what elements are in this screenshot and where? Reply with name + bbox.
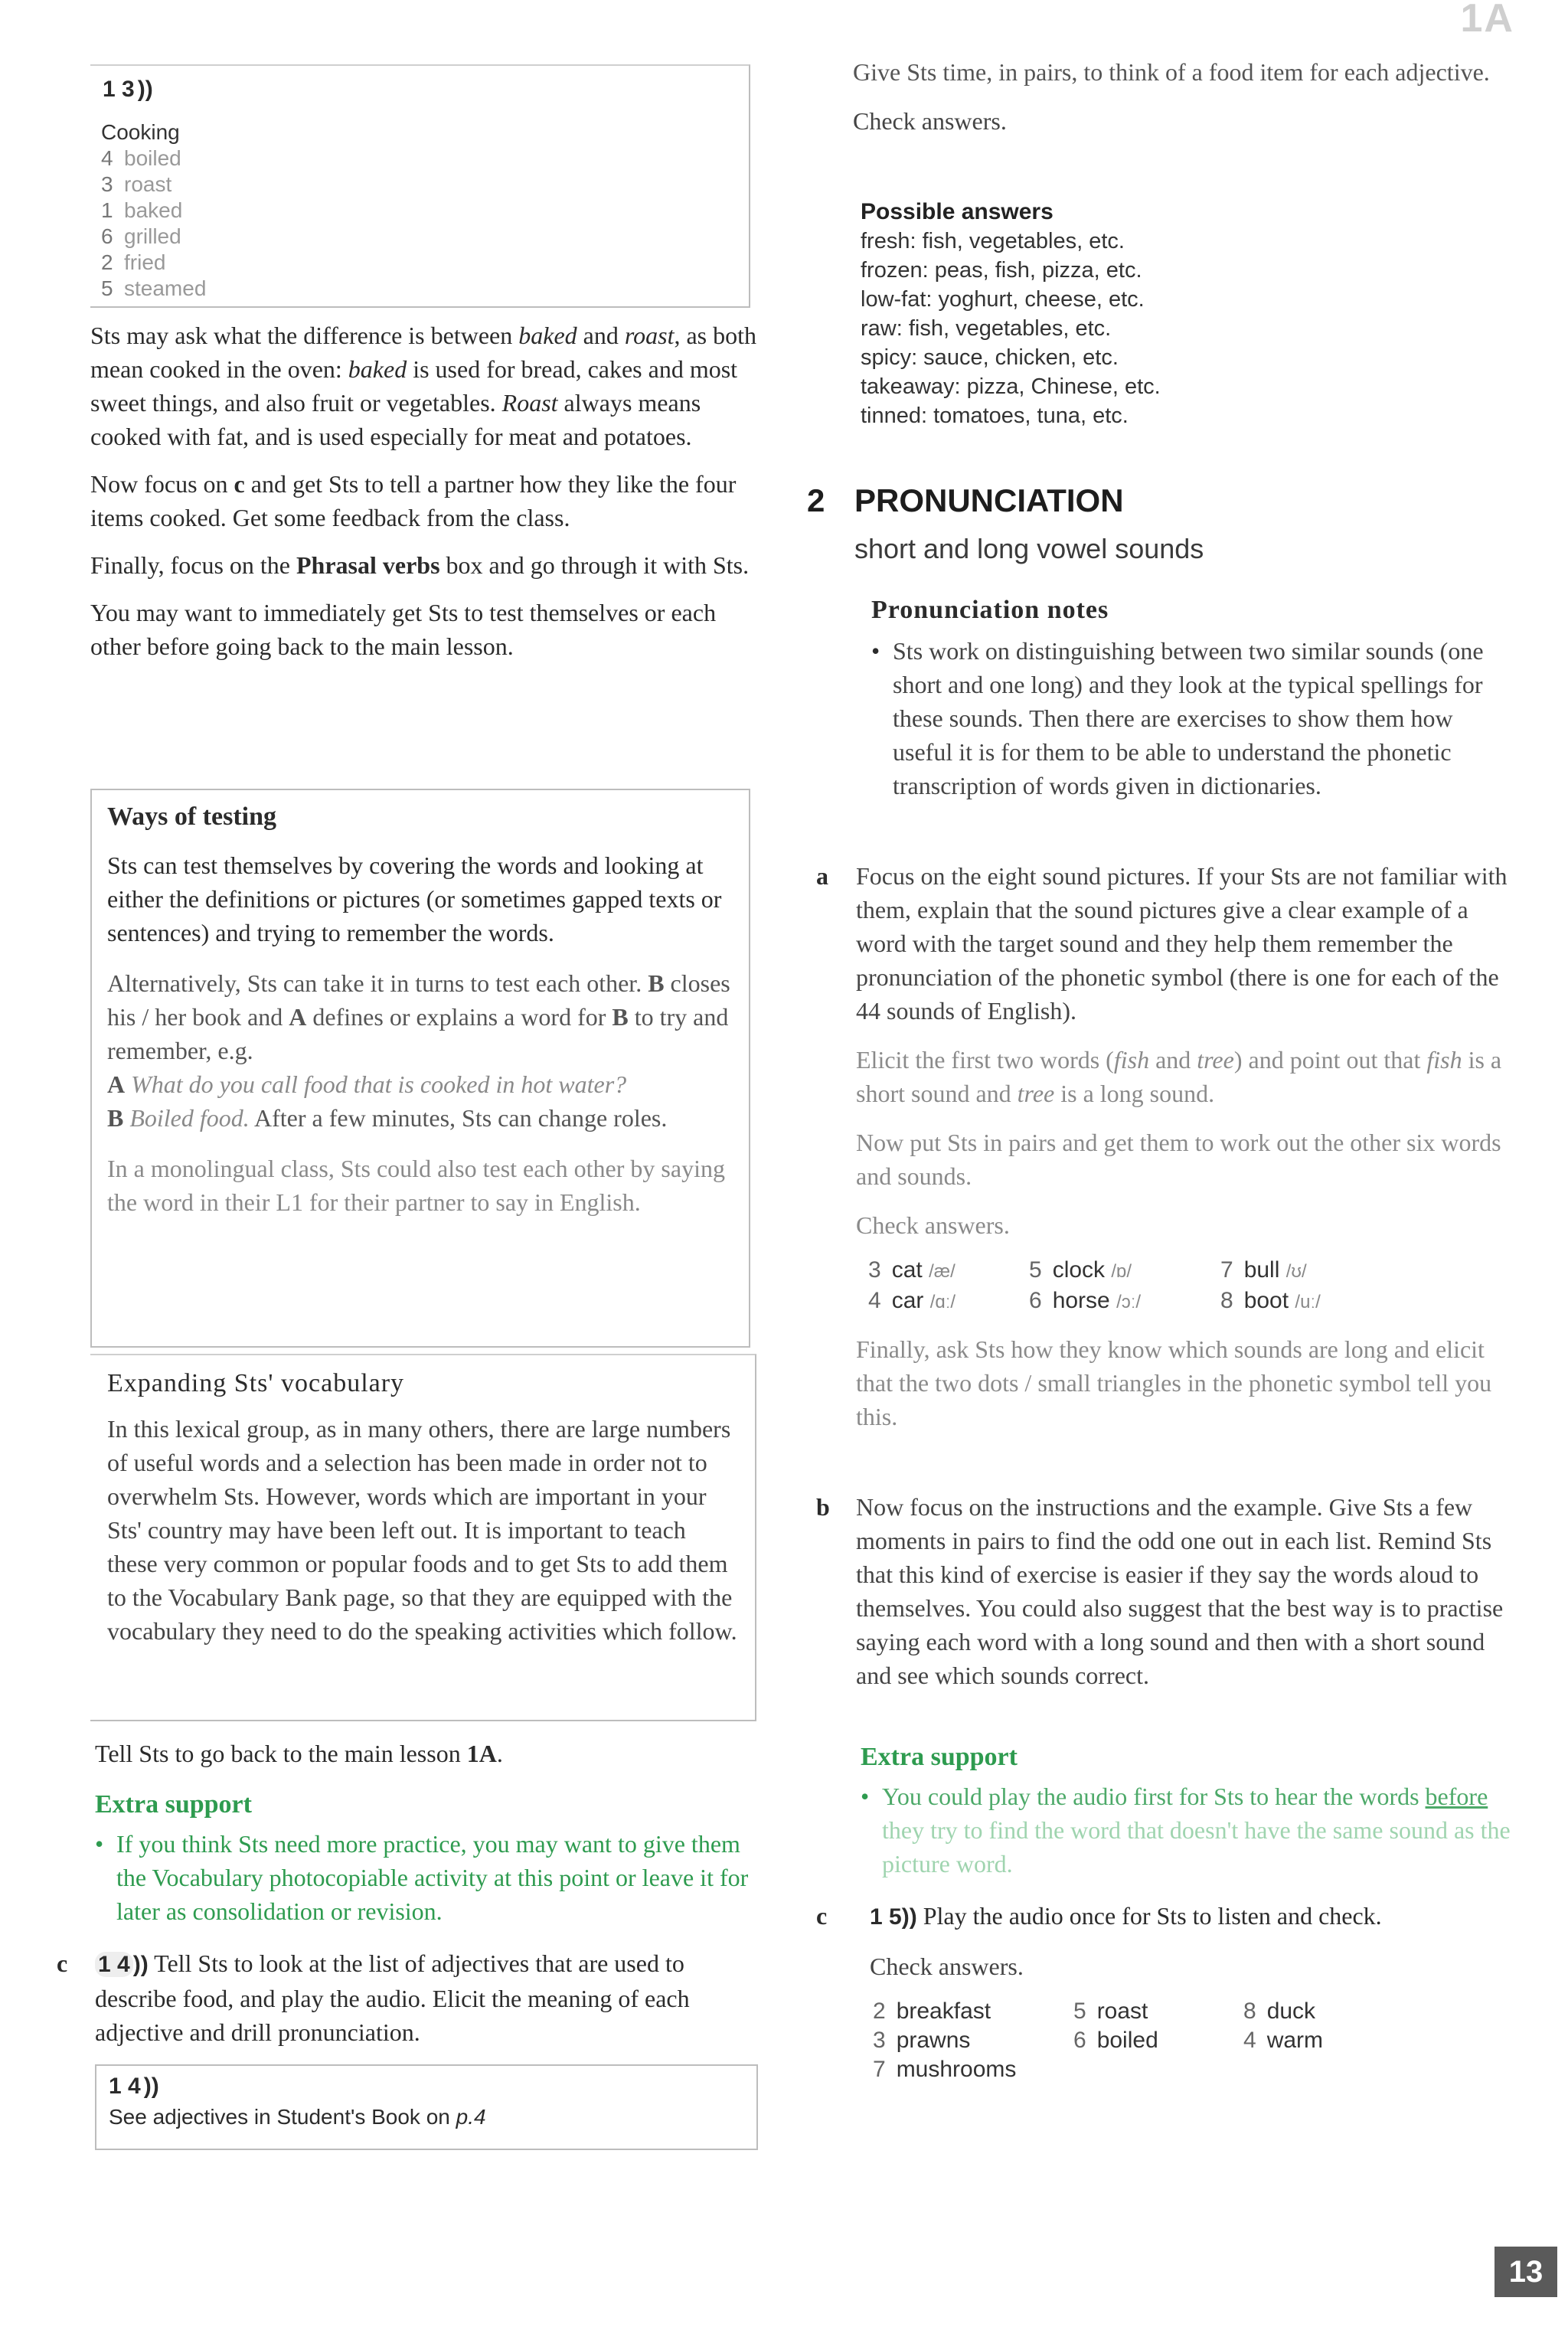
item-number: 3 [101,172,113,196]
audio-label [109,2074,744,2100]
answer-number: 4 [1243,2028,1256,2053]
answer-item [873,1997,1073,2026]
item-word: roast [124,172,172,196]
item-number: 1 [101,198,113,222]
paragraph-back-to-lesson: Tell Sts to go back to the main lesson 1A. [95,1740,503,1767]
audio-number: 1 4 [95,1952,133,1977]
ways-of-testing-box [90,789,750,1348]
item-c-text: 1 4 )) Tell Sts to look at the list of adjectives that are used to describe food, and play the audio. Elicit the meaning of each adjective and drill pronunciation. [95,1949,690,2046]
item-c-answers [873,1997,1521,2084]
possible-answer-line: takeaway: pizza, Chinese, etc. [861,374,1161,399]
answer-number: 3 [873,2028,886,2053]
paragraph-baked-roast: Sts may ask what the difference is between baked and roast, as both mean cooked in the oven: baked is used for bread, cakes and most sweet things, and also fruit or vegetables. Roast always means cooked with fat, and is used especially for meat and potatoes. [90,322,756,450]
audio-icon: )) [901,1904,917,1930]
possible-answer-line: raw: fish, vegetables, etc. [861,316,1112,341]
answer-item [1029,1286,1220,1317]
answer-number: 8 [1243,1998,1256,2024]
item-word: fried [124,250,166,274]
paragraph-phrasal-verbs: Finally, focus on the Phrasal verbs box and go through it with Sts. [90,551,750,579]
testing-paragraph-3: In a monolingual class, Sts could also test each other by saying the word in their L1 for their partner to say in English. [107,1155,725,1216]
expanding-paragraph: In this lexical group, as in many others, there are large numbers of useful words and a selection has been made in order not to overwhelm Sts. However, words which are important in your Sts' country may have been left out. It is important to teach these very common or popular foods and to get Sts to add them to the Vocabulary Bank page, so that they are equipped with the vocabulary they need to do the speaking activities which follow. [107,1415,737,1645]
answer-item [1073,2026,1243,2055]
answer-word: duck [1266,1998,1316,2024]
answer-item [1220,1256,1374,1286]
item-letter-b: b [816,1493,830,1521]
possible-answer-line: frozen: peas, fish, pizza, etc. [861,258,1142,283]
cooking-list [101,145,206,302]
bullet-text: Sts work on distinguishing between two similar sounds (one short and one long) and they look at the typical spellings for these sounds. Then there are exercises to show them how useful it is for them to be able to understand the phonetic transcription of words given in dictionaries. [893,637,1484,799]
section-number: 2 [807,482,825,518]
possible-answer-line: low-fat: yoghurt, cheese, etc. [861,287,1145,312]
item-letter-a: a [816,862,828,890]
item-a-check: Check answers. [856,1211,1010,1239]
answer-number: 8 [1220,1288,1233,1313]
audio-number: 1 3 [103,77,135,102]
item-c-check: Check answers. [870,1953,1024,1980]
answer-symbol: /ɒ/ [1111,1261,1132,1282]
answer-symbol: /ɔː/ [1116,1292,1142,1312]
extra-support-title: Extra support [861,1743,1018,1771]
answer-word: bull [1243,1257,1280,1283]
extra-support-right [861,1743,1519,1881]
item-c-left [95,1946,755,2049]
answer-word: car [891,1288,924,1313]
section-subtitle: short and long vowel sounds [854,533,1204,564]
notes-title: Pronunciation notes [871,596,1109,624]
answer-word: prawns [896,2028,971,2053]
answer-symbol: /æ/ [929,1261,956,1282]
answer-number: 6 [1029,1288,1042,1313]
answer-item [868,1286,1029,1317]
item-a-answers [868,1256,1522,1317]
item-letter-c: c [57,1949,68,1977]
item-word: steamed [124,276,207,300]
item-number: 5 [101,276,113,300]
cooking-list-item [101,250,206,276]
audio-icon: )) [132,1952,149,1977]
item-c-right [870,1899,1521,2084]
item-b-paragraph: Now focus on the instructions and the example. Give Sts a few moments in pairs to find the odd one out in each list. Remind Sts that this kind of exercise is easier if they say the words aloud to themselves. You could also suggest that the best way is to practise saying each word with a long sound and then with a short sound and see which sounds correct. [856,1493,1504,1689]
answer-number: 5 [1029,1257,1042,1283]
cooking-list-item [101,145,206,172]
possible-answer-line: spicy: sauce, chicken, etc. [861,345,1119,370]
possible-answers-list [861,227,1473,430]
unit-tag: 1A [1460,0,1514,41]
audio-number: 1 4 [109,2074,141,2099]
answer-word: cat [891,1257,923,1283]
bullet-text: If you think Sts need more practice, you may want to give them the Vocabulary photocopiable activity at this point or leave it for later as consolidation or revision. [116,1830,749,1925]
cooking-list-item [101,224,206,250]
answer-number: 6 [1073,2028,1086,2053]
cooking-list-item [101,172,206,198]
answer-symbol: /ʊ/ [1285,1261,1307,1282]
answer-number: 4 [868,1288,881,1313]
item-a-paragraph-3: Now put Sts in pairs and get them to work out the other six words and sounds. [856,1129,1501,1190]
answer-word: roast [1096,1998,1148,2024]
answer-number: 7 [873,2057,886,2082]
bullet-dot: • [861,1783,870,1810]
bullet-text: You could play the audio first for Sts to hear the words before they try to find the word that doesn't have the same sound as the picture word. [882,1783,1511,1878]
answer-number: 5 [1073,1998,1086,2024]
box-title: Cooking [101,120,180,144]
answer-item [1243,2026,1396,2055]
item-number: 2 [101,250,113,274]
answer-word: horse [1052,1288,1110,1313]
possible-answer-line: tinned: tomatoes, tuna, etc. [861,404,1129,428]
audio-icon: )) [137,77,153,102]
item-c-text: 1 5)) Play the audio once for Sts to listen and check. [870,1902,1382,1930]
cooking-list-item [101,276,206,302]
answer-word: clock [1052,1257,1106,1283]
item-b [856,1490,1524,1692]
cooking-answer-box [90,64,750,308]
item-a [856,859,1522,1433]
cooking-list-item [101,198,206,224]
answer-word: warm [1266,2028,1324,2053]
expanding-vocabulary-box [90,1354,756,1721]
box-title: Expanding Sts' vocabulary [107,1369,405,1397]
testing-paragraph-2: Alternatively, Sts can take it in turns to test each other. B closes his / her book and A defines or explains a word for B to try and remember, e.g. A What do you call food that is cooked in hot water? B Boiled food. After a few minutes, Sts can change roles. [107,969,730,1132]
answer-item [1073,1997,1243,2026]
adjectives-answer-box [95,2064,758,2150]
possible-answer-line: fresh: fish, vegetables, etc. [861,229,1125,253]
answer-symbol: /ɑː/ [929,1292,956,1312]
audio-number: 1 5 [870,1904,902,1930]
bullet-dot: • [871,637,880,665]
answer-number: 2 [873,1998,886,2024]
paragraph-test-themselves: You may want to immediately get Sts to test themselves or each other before going back to the main lesson. [90,599,717,660]
answer-word: mushrooms [896,2057,1017,2082]
answer-number: 3 [868,1257,881,1283]
intro-paragraph: Give Sts time, in pairs, to think of a food item for each adjective. [853,58,1490,86]
box-text: See adjectives in Student's Book on p.4 [109,2105,486,2129]
item-number: 6 [101,224,113,248]
possible-answers [861,198,1473,430]
item-a-paragraph-2: Elicit the first two words (fish and tree) and point out that fish is a short sound and tree is a long sound. [856,1046,1502,1107]
item-a-paragraph-5: Finally, ask Sts how they know which sounds are long and elicit that the two dots / small triangles in the phonetic symbol tell you this. [856,1335,1492,1430]
check-answers: Check answers. [853,107,1007,135]
page-number: 13 [1494,2247,1557,2297]
item-a-paragraph-1: Focus on the eight sound pictures. If your Sts are not familiar with them, explain that the sound pictures give a clear example of a word with the target sound and they help them remember the pronunciation of the phonetic symbol (there is one for each of the 44 sounds of English). [856,862,1508,1025]
answer-word: boot [1243,1288,1289,1313]
item-number: 4 [101,146,113,170]
bullet-dot: • [95,1830,104,1858]
possible-answers-title: Possible answers [861,199,1054,224]
answer-item [873,2026,1073,2055]
item-word: baked [124,198,183,222]
extra-support-left [95,1790,761,1928]
answer-item [1029,1256,1220,1286]
answer-item [873,2055,1073,2084]
extra-support-title: Extra support [95,1790,252,1819]
paragraph-focus-c: Now focus on c and get Sts to tell a partner how they like the four items cooked. Get some feedback from the class. [90,470,737,531]
answer-item [1220,1286,1374,1317]
item-word: boiled [124,146,181,170]
pronunciation-notes [871,596,1514,802]
right-intro [853,55,1511,138]
extra-support-bullet [95,1827,761,1928]
extra-support-bullet [861,1780,1519,1881]
testing-paragraph-1: Sts can test themselves by covering the words and looking at either the definitions or pictures (or sometimes gapped texts or sentences) and trying to remember the words. [107,851,722,946]
answer-item [868,1256,1029,1286]
answer-number: 7 [1220,1257,1233,1283]
answer-symbol: /uː/ [1295,1292,1321,1312]
notes-bullet [871,634,1514,802]
box-title: Ways of testing [107,802,276,831]
item-word: grilled [124,224,181,248]
audio-icon: )) [143,2074,159,2099]
answer-item [1243,1997,1396,2026]
answer-word: boiled [1096,2028,1158,2053]
answer-word: breakfast [896,1998,991,2024]
section-title: PRONUNCIATION [854,482,1124,518]
audio-label [103,77,153,103]
left-text-block-1 [90,319,756,663]
item-letter-c-right: c [816,1902,828,1930]
